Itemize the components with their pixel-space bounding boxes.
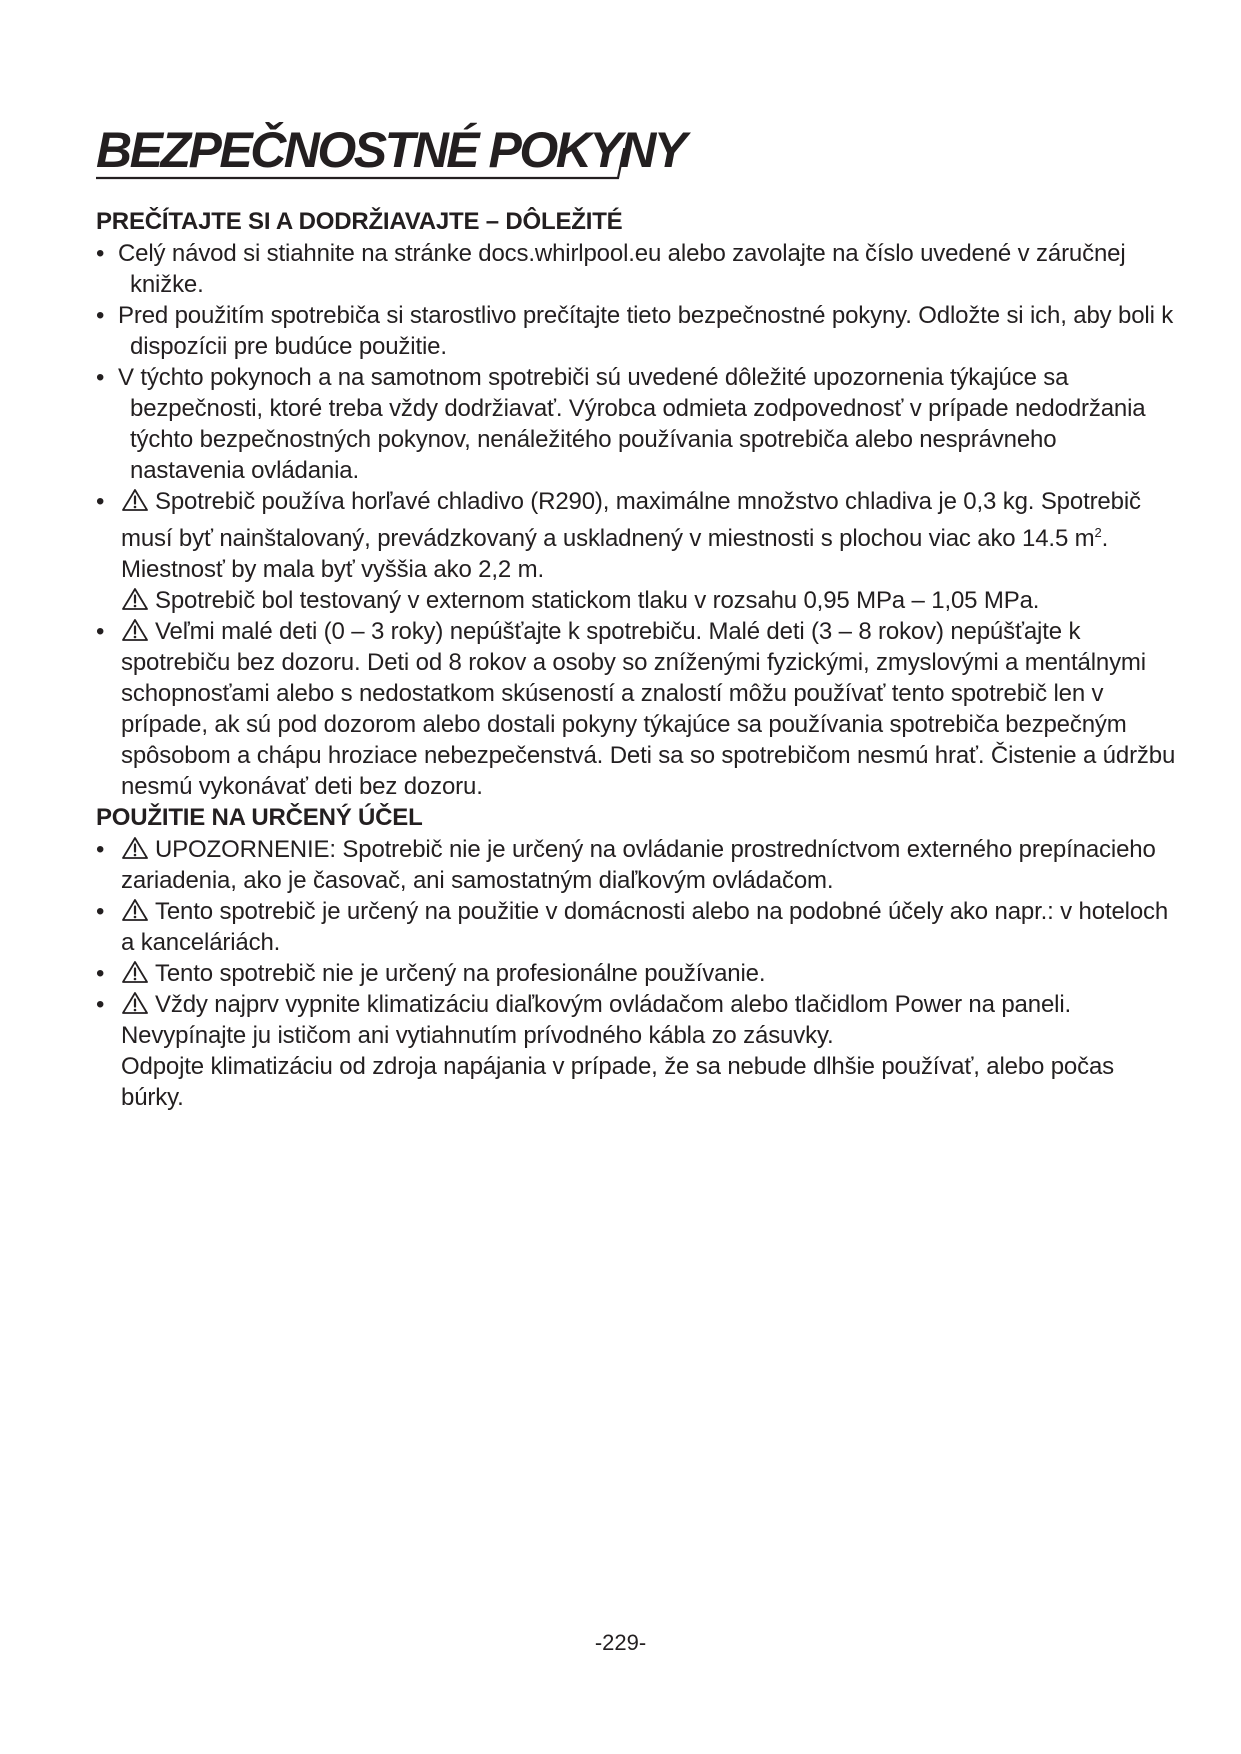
list-item [96, 958, 1176, 989]
list-item [96, 616, 1176, 802]
list-item [96, 989, 1176, 1113]
warning-triangle-icon [121, 587, 149, 611]
item-text [121, 834, 1176, 896]
item-text: • Celý návod si stiahnite na stránke docs.whirlpool.eu alebo zavolajte na číslo uvedené v záručnej knižke. [118, 240, 1126, 298]
warning-triangle-icon [121, 618, 149, 642]
section-heading: PREČÍTAJTE SI A DODRŽIAVAJTE – DÔLEŽITÉ [96, 208, 623, 235]
refrigerant-text: Spotrebič používa horľavé chladivo (R290), maximálne množstvo chladiva je 0,3 kg. Spotrebič musí byť nainštalovaný, prevádzkovaný a uskladnený v miestnosti s plochou viac ako 14.5 m [121, 488, 1141, 552]
list-item [96, 834, 1176, 896]
warning-triangle-icon [121, 960, 149, 984]
item-text [121, 958, 1176, 989]
list-item [96, 486, 1176, 616]
bullet-list [96, 834, 1176, 1113]
warning-triangle-icon [121, 898, 149, 922]
switch-off-text: Vždy najprv vypnite klimatizáciu diaľkovým ovládačom alebo tlačidlom Power na paneli. [155, 991, 1072, 1018]
warning-triangle-icon [121, 991, 149, 1015]
household-use-text: Tento spotrebič je určený na použitie v domácnosti alebo na podobné účely ako napr.: v hoteloch a kanceláriách. [121, 898, 1169, 956]
warning-text: UPOZORNENIE: Spotrebič nie je určený na ovládanie prostredníctvom externého prepínacieho zariadenia, ako je časovač, ani samostatným diaľkovým ovládačom. [121, 836, 1156, 894]
item-text [121, 585, 1176, 616]
page-number: -229- [594, 1630, 647, 1655]
list-item [96, 362, 1176, 486]
item-text [121, 896, 1176, 958]
bullet-list [96, 238, 1176, 802]
section-read-and-follow [96, 206, 1176, 802]
room-height-text: . Miestnosť by mala byť vyššia ako 2,2 m. [121, 525, 1109, 583]
item-text: • V týchto pokynoch a na samotnom spotrebiči sú uvedené dôležité upozornenia týkajúce sa bezpečnosti, ktoré treba vždy dodržiavať. Výrobca odmieta zodpovednosť v prípade nedodržania týchto bezpečnostných pokynov, nenáležitého používania spotrebiča alebo nesprávneho nastavenia ovládania. [118, 364, 1146, 484]
section-heading: POUŽITIE NA URČENÝ ÚČEL [96, 804, 423, 831]
document-body [96, 206, 1176, 1113]
list-item [96, 896, 1176, 958]
item-text: Nevypínajte ju ističom ani vytiahnutím prívodného kábla zo zásuvky. [121, 1022, 834, 1049]
item-text [121, 616, 1176, 802]
item-text: Odpojte klimatizáciu od zdroja napájania v prípade, že sa nebude dlhšie používať, alebo počas búrky. [121, 1053, 1115, 1111]
item-text [121, 486, 1176, 585]
professional-use-text: Tento spotrebič nie je určený na profesionálne používanie. [155, 960, 766, 987]
section-intended-use [96, 802, 1176, 1113]
superscript: 2 [1094, 525, 1102, 540]
item-text [121, 989, 1176, 1020]
children-text: Veľmi malé deti (0 – 3 roky) nepúšťajte k spotrebiču. Malé deti (3 – 8 rokov) nepúšťajte k spotrebiču bez dozoru. Deti od 8 rokov a osoby so zníženými fyzickými, zmyslovými a mentálnymi schopnosťami alebo s nedostatkom skúseností a znalostí môžu používať tento spotrebič len v prípade, ak sú pod dozorom alebo dostali pokyny týkajúce sa používania spotrebiča bezpečným spôsobom a chápu hroziace nebezpečenstvá. Deti sa so spotrebičom nesmú hrať. Čistenie a údržbu nesmú vykonávať deti bez dozoru. [121, 618, 1176, 800]
list-item [96, 300, 1176, 362]
item-text: • Pred použitím spotrebiča si starostlivo prečítajte tieto bezpečnostné pokyny. Odložte si ich, aby boli k dispozícii pre budúce použitie. [118, 302, 1174, 360]
title-divider-line [96, 148, 1176, 208]
page-title: BEZPEČNOSTNÉ POKYNY [96, 122, 685, 178]
warning-triangle-icon [121, 836, 149, 860]
warning-triangle-icon [121, 488, 149, 512]
pressure-test-text: Spotrebič bol testovaný v externom statickom tlaku v rozsahu 0,95 MPa – 1,05 MPa. [155, 587, 1040, 614]
list-item [96, 238, 1176, 300]
